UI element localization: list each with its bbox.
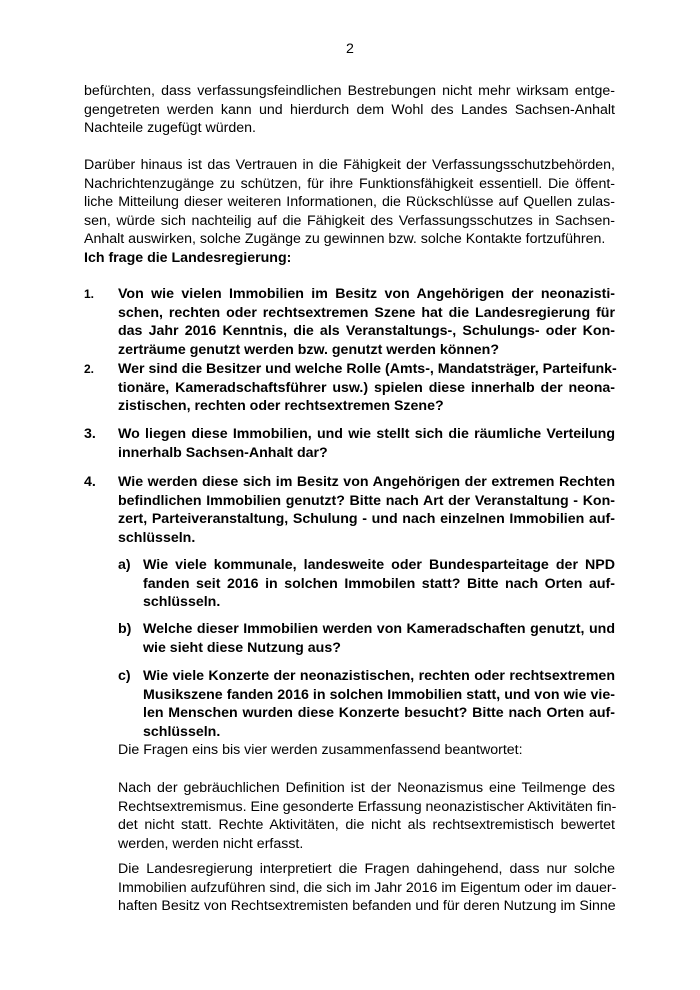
sub-question-line: Welche dieser Immobilien werden von Kameradschaften genutzt, und bbox=[143, 621, 615, 637]
question-line: schen, rechten oder rechtsextremen Szene hat die Landesregierung für bbox=[118, 304, 615, 321]
sub-question-label: a) bbox=[118, 557, 131, 573]
question-line: Wer sind die Besitzer und welche Rolle (Amts-, Mandatsträger, Parteifunk- bbox=[118, 361, 617, 377]
paragraph-2 bbox=[84, 156, 615, 249]
question-line: schlüsseln. bbox=[118, 529, 196, 546]
sub-question-line: Musikszene fanden 2016 in solchen Immobilien statt, und von wie vie- bbox=[143, 686, 615, 703]
sub-question-line: fanden seit 2016 in solchen Immobilen statt? Bitte nach Orten auf- bbox=[143, 575, 615, 592]
answer-line: Nach der gebräuchlichen Definition ist der Neonazismus eine Teilmenge des bbox=[118, 780, 615, 796]
answer-line: det nicht statt. Rechte Aktivitäten, die nicht als rechtsextremistisch bewertet bbox=[118, 817, 615, 833]
sub-question-line: schlüsseln. bbox=[143, 594, 221, 610]
answer-line: Rechtsextremismus. Eine gesonderte Erfassung neonazistischer Aktivitäten fin- bbox=[118, 798, 617, 815]
question-number: 2. bbox=[84, 362, 95, 376]
question-line: zert, Parteiveranstaltung, Schulung - und nach einzelnen Immobilien auf- bbox=[118, 511, 615, 527]
question-line: befindlichen Immobilien genutzt? Bitte nach Art der Veranstaltung - Kon- bbox=[118, 492, 615, 509]
sub-question-line: wie sieht diese Nutzung aus? bbox=[143, 639, 341, 656]
sub-question-a bbox=[143, 556, 615, 612]
paragraph-line: liche Mitteilung dieser weiteren Informationen, die Rückschlüsse auf Quellen zulas- bbox=[84, 194, 615, 210]
question-line: Wie werden diese sich im Besitz von Angehörigen der extremen Rechten bbox=[118, 474, 615, 490]
question-number: 1. bbox=[84, 287, 95, 301]
question-line: tionäre, Kameradschaftsführer usw.) spielen diese innerhalb der neona- bbox=[118, 379, 615, 396]
question-line: zerträume genutzt werden bzw. genutzt werden können? bbox=[118, 341, 499, 358]
question-4 bbox=[118, 473, 615, 547]
question-3 bbox=[118, 425, 615, 462]
paragraph-1 bbox=[84, 82, 615, 138]
question-number: 4. bbox=[84, 474, 96, 490]
question-line: Wo liegen diese Immobilien, und wie stellt sich die räumliche Verteilung bbox=[118, 426, 615, 442]
answer-line: werden, werden nicht erfasst. bbox=[118, 835, 304, 852]
paragraph-line: Anhalt auswirken, solche Zugänge zu gewinnen bzw. solche Kontakte fortzuführen. bbox=[84, 231, 606, 247]
sub-question-line: Wie viele kommunale, landesweite oder Bundesparteitage der NPD bbox=[143, 557, 615, 573]
paragraph-line: gengetreten werden kann und hierdurch dem Wohl des Landes Sachsen-Anhalt bbox=[84, 101, 615, 118]
answer-line: Die Landesregierung interpretiert die Fragen dahingehend, dass nur solche bbox=[118, 861, 615, 877]
sub-question-line: len Menschen wurden diese Konzerte besucht? Bitte nach Orten auf- bbox=[143, 705, 615, 721]
paragraph-line: befürchten, dass verfassungsfeindlichen Bestrebungen nicht mehr wirksam entge- bbox=[84, 83, 615, 99]
paragraph-line: Nachteile zugefügt würden. bbox=[84, 120, 256, 136]
question-line: zistischen, rechten oder rechtsextremen Szene? bbox=[118, 398, 444, 414]
sub-question-line: Wie viele Konzerte der neonazistischen, rechten oder rechtsextremen bbox=[143, 668, 615, 684]
question-heading: Ich frage die Landesregierung: bbox=[84, 250, 292, 266]
sub-question-line: schlüsseln. bbox=[143, 723, 221, 740]
sub-question-c bbox=[143, 667, 615, 741]
answer-paragraph-2 bbox=[118, 860, 615, 916]
sub-question-label: b) bbox=[118, 621, 132, 637]
sub-question-label: c) bbox=[118, 668, 131, 684]
answer-paragraph-1 bbox=[118, 779, 615, 853]
paragraph-line: Nachrichtenzugänge zu schützen, für ihre Funktionsfähigkeit essentiell. Die öffent- bbox=[84, 175, 615, 192]
sub-question-b bbox=[143, 620, 615, 657]
question-line: das Jahr 2016 Kenntnis, die als Veranstaltungs-, Schulungs- oder Kon- bbox=[118, 323, 615, 339]
page-number: 2 bbox=[346, 41, 354, 57]
paragraph-line: Darüber hinaus ist das Vertrauen in die Fähigkeit der Verfassungsschutzbehörden, bbox=[84, 157, 615, 173]
paragraph-line: sen, würde sich nachteilig auf die Fähigkeit des Verfassungsschutzes in Sachsen- bbox=[84, 212, 615, 229]
question-number: 3. bbox=[84, 426, 96, 442]
question-line: Von wie vielen Immobilien im Besitz von Angehörigen der neonazisti- bbox=[118, 286, 615, 302]
question-2 bbox=[118, 360, 615, 416]
question-line: innerhalb Sachsen-Anhalt dar? bbox=[118, 444, 328, 461]
answer-line: Immobilien aufzuführen sind, die sich im Jahr 2016 im Eigentum oder im dauer- bbox=[118, 879, 617, 896]
answer-intro: Die Fragen eins bis vier werden zusammenfassend beantwortet: bbox=[118, 742, 523, 758]
question-1 bbox=[118, 285, 615, 359]
answer-line: haften Besitz von Rechtsextremisten befanden und für deren Nutzung im Sinne bbox=[118, 898, 616, 914]
